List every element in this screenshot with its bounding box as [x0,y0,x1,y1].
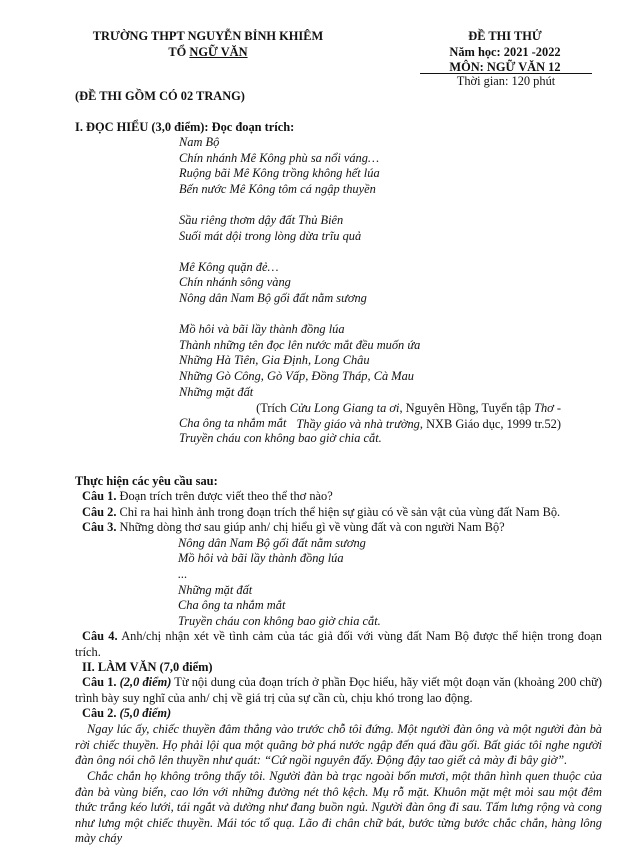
school-block [78,29,338,60]
school-year [410,45,600,61]
source-publisher: , NXB Giáo dục, 1999 tr.52) [419,416,561,431]
question-3 [75,520,602,536]
poem-line: Những Gò Công, Gò Vấp, Đồng Tháp, Cà Mau [179,368,414,383]
source-title: Cửu Long Giang ta ơi [289,401,400,415]
question-1-label: Câu 1. [82,489,117,503]
department-name: NGỮ VĂN [189,44,248,59]
section-writing-heading: II. LÀM VĂN (7,0 điểm) [82,660,213,674]
question-3-quote [75,536,602,630]
source-citation [75,401,561,432]
poem-line: Suối mát dội trong lòng dừa trĩu quả [179,228,362,243]
poem-line: Những mặt đất [179,384,254,399]
school-year-label: Năm học: [449,44,501,59]
questions-block [75,489,602,661]
question-3-text: Những dòng thơ sau giúp anh/ chị hiểu gì về vùng đất và con người Nam Bộ? [116,520,505,535]
question-1 [75,489,602,505]
poem-line: Mồ hôi và bãi lầy thành đồng lúa [179,322,345,337]
poem-line: Nam Bộ [179,135,220,149]
source-mid: , Nguyên Hồng, Tuyển tập [399,401,535,415]
stanza-gap [179,307,420,323]
exam-title: ĐỀ THI THỬ [468,29,542,43]
poem-line: Sầu riêng thơm dậy đất Thủ Biên [179,212,344,227]
quote-line: Cha ông ta nhắm mắt [178,598,286,613]
poem-line: Những Hà Tiên, Gia Định, Long Châu [179,353,370,368]
question-4-label: Câu 4. [82,629,118,644]
poem-line: Mê Kông quặn đẻ… [179,259,279,274]
exam-info-block [410,29,600,76]
poem-line: Cha ông ta nhắm mắt [179,415,287,430]
source-collection-rest: Thầy giáo và nhà trường [296,416,420,431]
time-limit: Thời gian: 120 phút [456,74,556,88]
source-pre: (Trích [256,401,290,415]
subject: MÔN: NGỮ VĂN 12 [449,60,561,75]
writing-question-2 [82,706,171,722]
poem-line: Ruộng bãi Mê Kông trồng không hết lúa [179,166,380,181]
question-1-text: Đoạn trích trên được viết theo thể thơ nào? [116,489,333,503]
school-year-value: 2021 -2022 [503,44,561,59]
source-line-1 [75,401,561,417]
poem-line: Truyền cháu con không bao giờ chia cắt. [179,431,382,446]
quote-line: Nông dân Nam Bộ gối đất nằm sương [178,535,366,550]
question-3-label: Câu 3. [82,520,117,535]
department [78,45,338,61]
stanza-gap [179,197,420,213]
stanza-gap [179,244,420,260]
question-4-text: Anh/chị nhận xét về tình cảm của tác giả đối với vùng đất Nam Bộ được thể hiện trong đoạn trích. [75,629,602,659]
question-2 [75,505,602,521]
writing-question-1-points: (2,0 điểm) [119,675,172,689]
department-prefix: TỔ [168,44,190,59]
quote-line: ... [178,566,188,581]
quote-line: Những mặt đất [178,582,253,597]
page-count-note: (ĐỀ THI GỒM CÓ 02 TRANG) [75,89,245,103]
poem-line: Chín nhánh Mê Kông phù sa nổi váng… [179,150,379,165]
section-reading-heading: I. ĐỌC HIỂU (3,0 điểm): Đọc đoạn trích: [75,120,295,134]
writing-question-1 [75,675,602,706]
source-collection: Thơ - [534,401,561,415]
tasks-heading: Thực hiện các yêu cầu sau: [75,474,218,488]
poem-line: Bến nước Mê Kông tôm cá ngập thuyền [179,181,376,196]
writing-question-1-label: Câu 1. [82,675,117,689]
school-name: TRƯỜNG THPT NGUYỄN BỈNH KHIÊM [92,29,324,43]
prose-paragraph-2: Chắc chắn họ không trông thấy tôi. Người đàn bà trạc ngoài bốn mươi, một thân hình quen thuộc của đàn bà vùng biển, cao lớn với những đường nét thô kệch. Mụ rỗ mặt. Khuôn mặt mệt mỏi sau một đêm thức trắng kéo lưới, tái ngắt và dường như đang buồn ngủ. Người đàn ông đi sau. Tấm lưng rộng và cong như lưng một chiếc thuyền. Mái tóc tổ quạ. Lão đi chân chữ bát, bước từng bước chắc chắn, hàng lông mày cháy [75,769,602,846]
writing-question-2-label: Câu 2. [82,706,117,720]
question-2-label: Câu 2. [82,504,117,519]
quote-line: Truyền cháu con không bao giờ chia cắt. [178,613,381,628]
poem-line: Nông dân Nam Bộ gối đất nằm sương [179,290,367,305]
writing-question-1-text: Từ nội dung của đoạn trích ở phần Đọc hiểu, hãy viết một đoạn văn (khoảng 200 chữ) trình bày suy nghĩ của anh/ chị về giá trị của sự cần cù, chịu khó trong lao động. [75,675,603,705]
prose-paragraph-1: Ngay lúc ấy, chiếc thuyền đâm thẳng vào trước chỗ tôi đứng. Một người đàn ông và một người đàn bà rời chiếc thuyền. Họ phải lội qua một quãng bờ phá nước ngập đến quá đầu gối. Bất giác tôi nghe người đàn ông nói chõ lên thuyền như quát: “Cứ ngồi nguyên đấy. Động đậy tao giết cả mày đi bây giờ”. [75,722,602,768]
poem-line: Chín nhánh sông vàng [179,275,291,290]
source-line-2 [75,417,561,433]
writing-question-2-points: (5,0 điểm) [119,706,172,720]
question-2-text: Chỉ ra hai hình ảnh trong đoạn trích thể hiện sự giàu có về sản vật của vùng đất Nam Bộ. [116,504,561,519]
poem-line: Thành những tên đọc lên nước mắt đều muốn ứa [179,337,421,352]
quote-line: Mồ hôi và bãi lầy thành đồng lúa [178,551,344,566]
question-4 [75,629,602,660]
